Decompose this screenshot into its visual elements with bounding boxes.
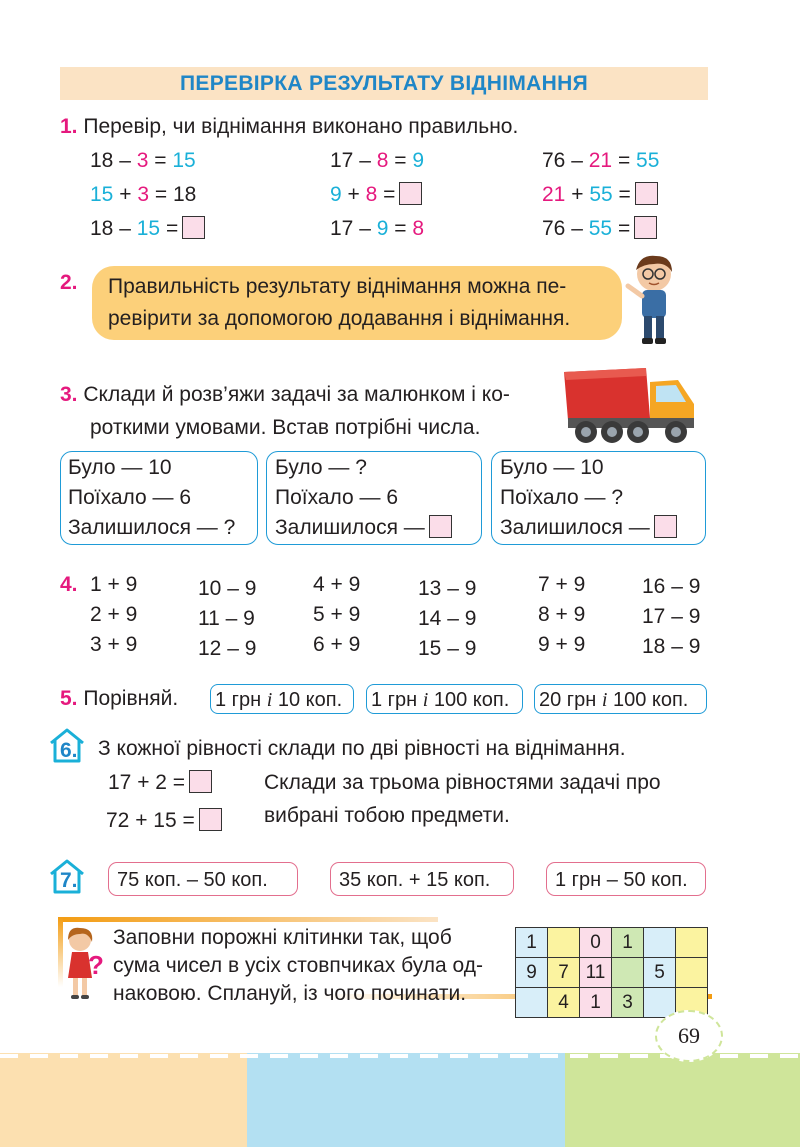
expression-column: 13 – 9 14 – 9 15 – 9 <box>418 577 477 660</box>
footer-band-left <box>0 1053 247 1147</box>
grid-cell-empty[interactable] <box>676 928 708 958</box>
task-5: 5. Порівняй. <box>60 687 179 710</box>
number-grid <box>515 927 708 1018</box>
boy-illustration <box>622 252 684 348</box>
task-text: З кожної рівності склади по дві рівності на віднімання. <box>98 737 626 760</box>
grid-cell: 11 <box>580 958 612 988</box>
page-number: 69 <box>678 1023 700 1048</box>
answer-box[interactable] <box>634 216 657 239</box>
svg-text:?: ? <box>88 950 104 980</box>
task-number: 2. <box>60 271 78 294</box>
equation: 9 + 8 = <box>330 180 422 210</box>
answer-box[interactable] <box>635 182 658 205</box>
answer-box[interactable] <box>199 808 222 831</box>
equation: 18 – 3 = 15 <box>90 149 196 172</box>
compare-box: 35 коп. + 15 коп. <box>330 862 514 896</box>
puzzle-text: Заповни порожні клітинки так, щоб сума чисел в усіх стовпчиках була од- наковою. Сплануй, із чого починати. <box>113 926 483 1005</box>
grid-cell-empty[interactable] <box>644 928 676 958</box>
puzzle-top-rule <box>58 917 438 922</box>
grid-cell-empty[interactable] <box>548 928 580 958</box>
compare-box: 1 грн і 10 коп. <box>210 684 354 714</box>
answer-box[interactable] <box>654 515 677 538</box>
grid-cell: 3 <box>612 988 644 1018</box>
footer-band-middle <box>247 1053 565 1147</box>
expression-column: 7 + 9 8 + 9 9 + 9 <box>538 573 586 656</box>
expression-column: 16 – 9 17 – 9 18 – 9 <box>642 575 701 658</box>
equation: 21 + 55 = <box>542 180 658 210</box>
grid-cell-empty[interactable] <box>612 958 644 988</box>
condition-box: Було — 10 Поїхало — ? Залишилося — <box>491 451 706 545</box>
equation: 72 + 15 = <box>106 806 222 836</box>
equation: 76 – 55 = <box>542 214 657 244</box>
answer-box[interactable] <box>399 182 422 205</box>
compare-box: 20 грн і 100 коп. <box>534 684 707 714</box>
condition-box: Було — 10 Поїхало — 6 Залишилося — ? <box>60 451 258 545</box>
grid-row <box>516 928 708 958</box>
grid-cell-empty[interactable] <box>516 988 548 1018</box>
grid-cell: 4 <box>548 988 580 1018</box>
equation: 17 + 2 = <box>108 768 212 798</box>
page-title: ПЕРЕВІРКА РЕЗУЛЬТАТУ ВІДНІМАННЯ <box>180 72 588 95</box>
answer-box[interactable] <box>182 216 205 239</box>
grid-cell: 1 <box>612 928 644 958</box>
girl-question-illustration <box>62 926 102 1002</box>
rule-text: Правильність результату віднімання можна пе- ревірити за допомогою додавання і віднімання. <box>108 275 571 330</box>
grid-cell-empty[interactable] <box>676 958 708 988</box>
truck-illustration <box>560 360 700 448</box>
task-text: Перевір, чи віднімання виконано правильно. <box>83 115 519 138</box>
equation: 17 – 8 = 9 <box>330 149 425 172</box>
footer-band-right <box>565 1053 800 1147</box>
expression-column: 10 – 9 11 – 9 12 – 9 <box>198 577 257 660</box>
grid-cell: 7 <box>548 958 580 988</box>
expression-column: 4 + 9 5 + 9 6 + 9 <box>313 573 361 656</box>
expression-column: 1 + 9 2 + 9 3 + 9 <box>90 573 138 656</box>
equation: 76 – 21 = 55 <box>542 149 660 172</box>
equation: 15 + 3 = 18 <box>90 183 197 206</box>
task-number: 6. <box>60 739 78 762</box>
compare-box: 1 грн – 50 коп. <box>546 862 706 896</box>
answer-box[interactable] <box>189 770 212 793</box>
task-number: 1. <box>60 115 78 138</box>
task-3: 3. Склади й розв’яжи задачі за малюнком і ко- роткими умовами. Встав потрібні числа. <box>60 383 510 439</box>
task-number: 4. <box>60 573 78 596</box>
answer-box[interactable] <box>429 515 452 538</box>
grid-cell: 1 <box>580 988 612 1018</box>
compare-box: 75 коп. – 50 коп. <box>108 862 298 896</box>
task-number: 7. <box>60 869 78 892</box>
grid-cell: 5 <box>644 958 676 988</box>
grid-row <box>516 958 708 988</box>
grid-cell: 1 <box>516 928 548 958</box>
equation: 18 – 15 = <box>90 214 205 244</box>
condition-box: Було — ? Поїхало — 6 Залишилося — <box>266 451 482 545</box>
task-side-text: Склади за трьома рівностями задачі про вибрані тобою предмети. <box>264 771 661 827</box>
compare-box: 1 грн і 100 коп. <box>366 684 523 714</box>
equation: 17 – 9 = 8 <box>330 217 425 240</box>
grid-cell: 9 <box>516 958 548 988</box>
grid-cell: 0 <box>580 928 612 958</box>
task-1 <box>60 112 518 142</box>
